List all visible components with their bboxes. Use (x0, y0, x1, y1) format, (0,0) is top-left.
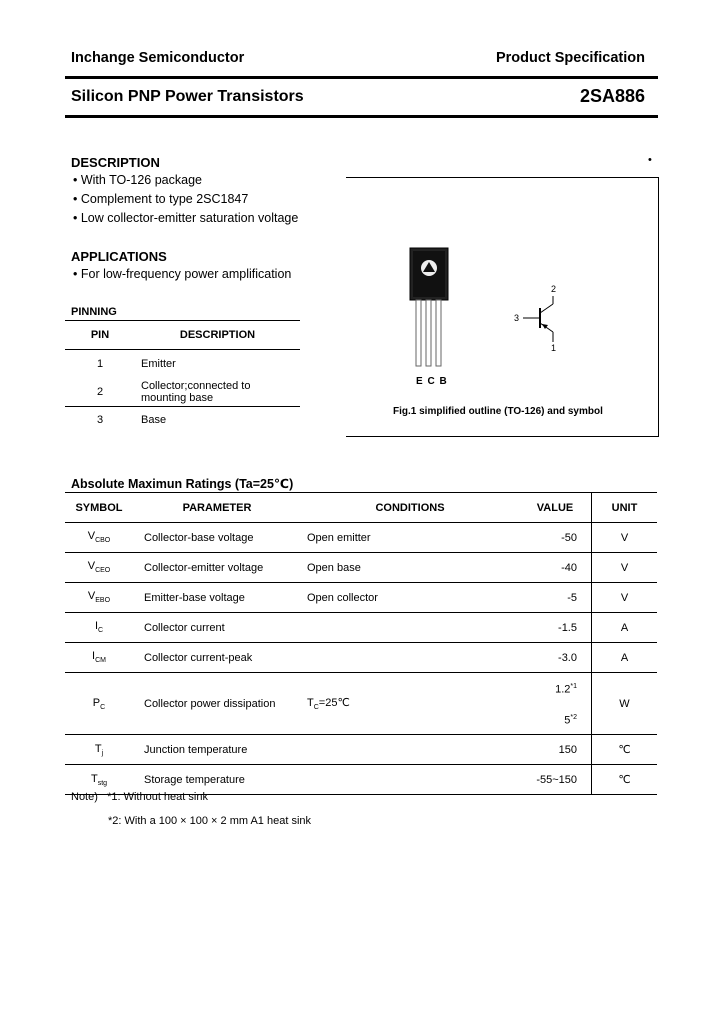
corner-dot: • (648, 154, 652, 166)
table-row (65, 523, 657, 553)
symbol-pin-2: 2 (551, 284, 557, 294)
value-line-2: 5$^{*2}$ (564, 713, 577, 727)
pin-description: Collector;connected to mounting base (135, 378, 300, 407)
value-cell: -3.0 (519, 643, 592, 673)
applications-heading: APPLICATIONS (71, 249, 167, 264)
applications-bullet: • For low-frequency power amplification (73, 267, 292, 281)
table-row (65, 583, 657, 613)
description-bullet: • Complement to type 2SC1847 (73, 192, 249, 206)
unit-col-header: UNIT (592, 493, 658, 523)
pinning-heading: PINNING (71, 306, 117, 318)
pin-desc-col-header: DESCRIPTION (135, 321, 300, 350)
doc-type: Product Specification (495, 50, 645, 66)
table-row (65, 378, 300, 407)
symbol-cell: $V_{CBO}$ (65, 523, 133, 553)
symbol-col-header: SYMBOL (65, 493, 133, 523)
pin-number: 3 (96, 414, 104, 427)
value-cell: -50 (519, 523, 592, 553)
part-number: 2SA886 (579, 86, 645, 106)
unit-cell: V (592, 583, 658, 613)
value-cell: -55~150 (519, 765, 592, 795)
parameter-cell: Collector-base voltage (133, 523, 301, 553)
figure-caption: Fig.1 simplified outline (TO-126) and symbol (393, 406, 603, 417)
parameter-col-header: PARAMETER (133, 493, 301, 523)
lead-labels: E C B (416, 376, 448, 387)
unit-cell: ℃ (592, 735, 658, 765)
description-bullet: • With TO-126 package (73, 173, 202, 187)
value-cell: -5 (519, 583, 592, 613)
conditions-cell: Open base (301, 553, 519, 583)
value-cell: -1.5 (519, 613, 592, 643)
value-cell (519, 673, 592, 735)
title-rule (65, 115, 658, 118)
pin-col-header: PIN (65, 321, 135, 350)
pinning-table (65, 320, 300, 434)
company-name: Inchange Semiconductor (71, 50, 245, 66)
unit-cell: A (592, 613, 658, 643)
table-row (65, 553, 657, 583)
value-line-1: 1.2$^{*1}$ (555, 683, 577, 696)
conditions-cell: $T_C=25℃$ (301, 673, 519, 735)
conditions-cell: Open emitter (301, 523, 519, 553)
note-2: *2: With a 100 × 100 × 2 mm A1 heat sink (108, 815, 312, 827)
note-1: Note) *1: Without heat sink (71, 791, 208, 803)
table-row (65, 613, 657, 643)
unit-cell: V (592, 553, 658, 583)
symbol-cell: $T_j$ (65, 735, 133, 765)
conditions-cell (301, 735, 519, 765)
symbol-cell: $V_{CEO}$ (65, 553, 133, 583)
description-heading: DESCRIPTION (71, 155, 160, 170)
transistor-symbol (520, 296, 570, 344)
parameter-cell: Junction temperature (133, 735, 301, 765)
pin-number: 1 (96, 357, 104, 370)
unit-cell: V (592, 523, 658, 553)
pin-description: Emitter (141, 357, 176, 370)
to126-package-outline (400, 240, 460, 370)
value-cell: 150 (519, 735, 592, 765)
conditions-cell (301, 613, 519, 643)
unit-cell: W (592, 673, 658, 735)
table-row (65, 407, 300, 434)
product-line: Silicon PNP Power Transistors (71, 88, 304, 105)
header-rule (65, 76, 658, 79)
pin-number: 2 (65, 378, 135, 407)
symbol-cell: $P_C$ (65, 673, 133, 735)
parameter-cell: Collector power dissipation (133, 673, 301, 735)
ratings-heading: Absolute Maximun Ratings (Ta=25℃) (71, 477, 294, 491)
table-row (65, 735, 657, 765)
table-row (65, 643, 657, 673)
parameter-cell: Collector-emitter voltage (133, 553, 301, 583)
ratings-table (65, 492, 657, 795)
symbol-cell: $I_C$ (65, 613, 133, 643)
conditions-cell (301, 643, 519, 673)
conditions-cell (301, 765, 519, 795)
figure-box (346, 177, 659, 437)
unit-cell: A (592, 643, 658, 673)
description-bullet: • Low collector-emitter saturation voltage (73, 211, 299, 225)
symbol-pin-1: 1 (551, 343, 557, 353)
symbol-cell: $T_{stg}$ (65, 765, 133, 795)
unit-cell: ℃ (592, 765, 658, 795)
pin-description: Base (141, 414, 167, 427)
symbol-cell: $V_{EBO}$ (65, 583, 133, 613)
parameter-cell: Collector current-peak (133, 643, 301, 673)
conditions-col-header: CONDITIONS (301, 493, 519, 523)
symbol-pin-3: 3 (514, 313, 520, 323)
conditions-cell: Open collector (301, 583, 519, 613)
value-cell: -40 (519, 553, 592, 583)
table-row (65, 350, 300, 378)
parameter-cell: Collector current (133, 613, 301, 643)
table-row (65, 673, 657, 735)
parameter-cell: Emitter-base voltage (133, 583, 301, 613)
parameter-cell: Storage temperature (133, 765, 301, 795)
symbol-cell: $I_{CM}$ (65, 643, 133, 673)
value-col-header: VALUE (519, 493, 592, 523)
